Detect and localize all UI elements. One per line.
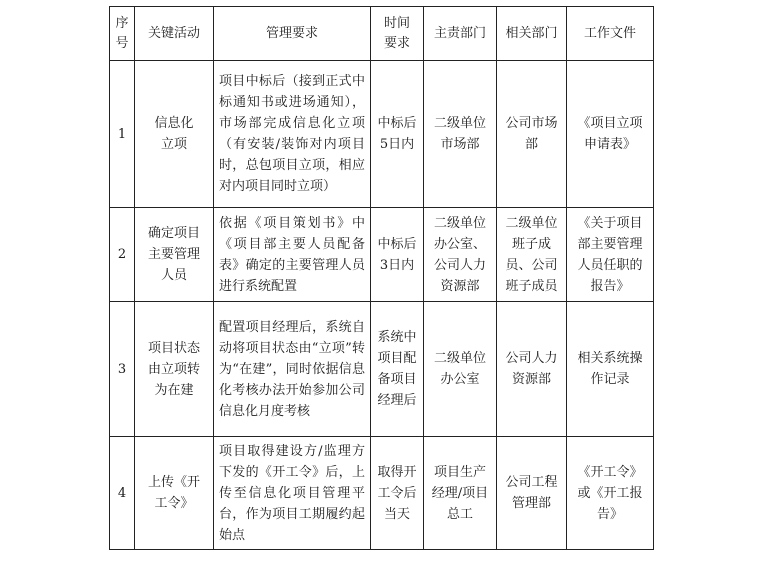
- table-row: [110, 437, 654, 550]
- cell-activity: 确定项目 主要管理 人员: [135, 208, 214, 302]
- header-docs: 工作文件: [567, 7, 654, 61]
- cell-lead-dept: 二级单位 办公室: [424, 302, 497, 437]
- table-row: [110, 61, 654, 208]
- cell-seq: 3: [110, 302, 135, 437]
- cell-related-dept: 公司工程 管理部: [497, 437, 567, 550]
- cell-requirement: 项目取得建设方/监理方下发的《开工令》后，上传至信息化项目管理平台，作为项目工期履约起始点: [214, 437, 371, 550]
- cell-time: 系统中 项目配 备项目 经理后: [371, 302, 424, 437]
- cell-seq: 2: [110, 208, 135, 302]
- cell-lead-dept: 二级单位 市场部: [424, 61, 497, 208]
- cell-activity: 信息化 立项: [135, 61, 214, 208]
- cell-docs: 《项目立项 申请表》: [567, 61, 654, 208]
- header-row: [110, 7, 654, 61]
- cell-docs: 《关于项目 部主要管理 人员任职的 报告》: [567, 208, 654, 302]
- cell-time: 取得开 工令后 当天: [371, 437, 424, 550]
- cell-requirement: 项目中标后（接到正式中标通知书或进场通知），市场部完成信息化立项（有安装/装饰对内项目时，总包项目立项，相应对内项目同时立项）: [214, 61, 371, 208]
- cell-seq: 4: [110, 437, 135, 550]
- header-activity: 关键活动: [135, 7, 214, 61]
- cell-time: 中标后 5日内: [371, 61, 424, 208]
- header-related-dept: 相关部门: [497, 7, 567, 61]
- cell-docs: 相关系统操 作记录: [567, 302, 654, 437]
- header-time: 时间 要求: [371, 7, 424, 61]
- cell-seq: 1: [110, 61, 135, 208]
- cell-requirement: 配置项目经理后，系统自动将项目状态由“立项”转为“在建”，同时依据信息化考核办法开始参加公司信息化月度考核: [214, 302, 371, 437]
- cell-time: 中标后 3日内: [371, 208, 424, 302]
- cell-activity: 项目状态 由立项转 为在建: [135, 302, 214, 437]
- cell-requirement: 依据《项目策划书》中《项目部主要人员配备表》确定的主要管理人员进行系统配置: [214, 208, 371, 302]
- cell-activity: 上传《开 工令》: [135, 437, 214, 550]
- cell-lead-dept: 二级单位 办公室、 公司人力 资源部: [424, 208, 497, 302]
- header-seq: 序 号: [110, 7, 135, 61]
- cell-related-dept: 公司市场 部: [497, 61, 567, 208]
- cell-related-dept: 二级单位 班子成 员、公司 班子成员: [497, 208, 567, 302]
- header-lead-dept: 主责部门: [424, 7, 497, 61]
- header-requirement: 管理要求: [214, 7, 371, 61]
- cell-docs: 《开工令》 或《开工报 告》: [567, 437, 654, 550]
- cell-related-dept: 公司人力 资源部: [497, 302, 567, 437]
- cell-lead-dept: 项目生产 经理/项目 总工: [424, 437, 497, 550]
- table-row: [110, 302, 654, 437]
- process-table: [109, 6, 654, 550]
- table-row: [110, 208, 654, 302]
